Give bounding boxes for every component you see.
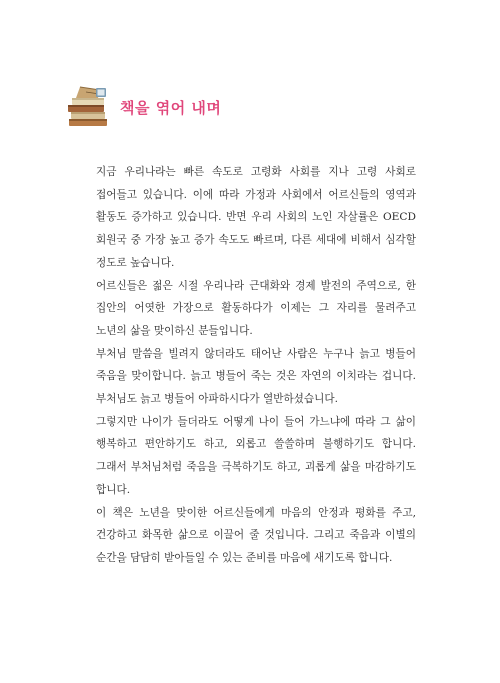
paragraph: 이 책은 노년을 맞이한 어르신들에게 마음의 안정과 평화를 주고, 건강하고 화목한 삶으로 이끌어 줄 것입니다. 그리고 죽음과 이별의 순간을 담담히 받아들일 수 있는 준비를 마음에 새기도록 합니다.: [96, 506, 416, 564]
paragraph: 그렇지만 나이가 들더라도 어떻게 나이 들어 가느냐에 따라 그 삶이 행복하고 편안하기도 하고, 외롭고 쓸쓸하며 불행하기도 합니다. 그래서 부처님처럼 죽음을 극복하기도 하고, 괴롭게 삶을 마감하기도 합니다.: [96, 415, 416, 496]
paragraph: 지금 우리나라는 빠른 속도로 고령화 사회를 지나 고령 사회로 접어들고 있습니다. 이에 따라 가정과 사회에서 어르신들의 영역과 활동도 증가하고 있습니다. 반면 우리 사회의 노인 자살률은 OECD 회원국 중 가장 높고 증가 속도도 빠르며, 다른 세대에 비해서 심각할 정도로 높습니다.: [96, 166, 416, 269]
paragraph: 부처님 말씀을 빌려지 않더라도 태어난 사람은 누구나 늙고 병들어 죽음을 맞이합니다. 늙고 병들어 죽는 것은 자연의 이치라는 겁니다. 부처님도 늙고 병들어 아파하시다가 열반하셨습니다.: [96, 347, 416, 406]
section-header: [66, 82, 221, 132]
stacked-books-icon: [66, 84, 112, 130]
paragraph: 어르신들은 젊은 시절 우리나라 근대화와 경제 발전의 주역으로, 한 집안의 어엿한 가장으로 활동하다가 이제는 그 자리를 물려주고 노년의 삶을 맞이하신 분들입니다.: [96, 279, 416, 337]
preface-body: [96, 161, 416, 570]
section-title: 책을 엮어 내며: [120, 98, 222, 117]
